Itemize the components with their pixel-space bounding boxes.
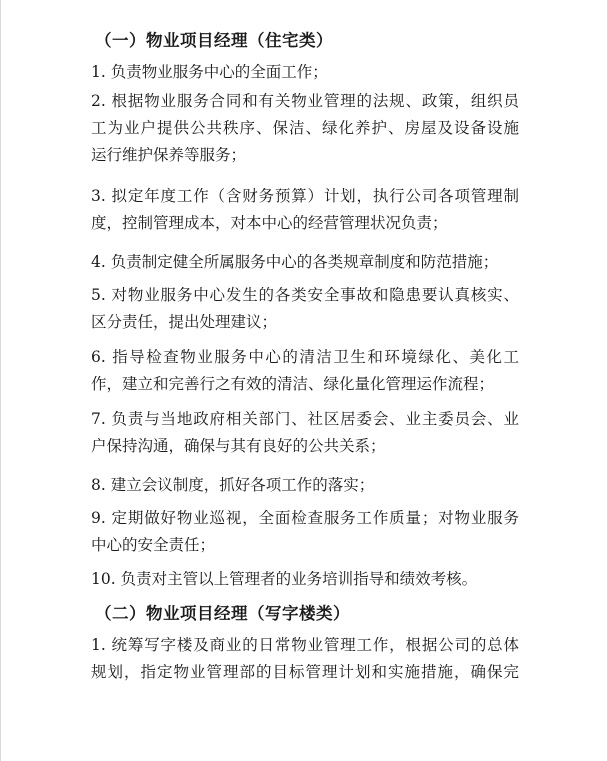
- text-line: 1. 负责物业服务中心的全面工作；: [91, 63, 328, 81]
- section-1-item-10: [91, 566, 519, 593]
- section-1-item-4: [91, 249, 519, 276]
- text-line: 6. 指导检查物业服务中心的清洁卫生和环境绿化、美化工: [91, 348, 519, 366]
- text-line: 度，控制管理成本，对本中心的经营管理状况负责；: [91, 214, 448, 232]
- text-line: 5. 对物业服务中心发生的各类安全事故和隐患要认真核实、: [91, 286, 519, 304]
- section-2-item-1: [91, 632, 519, 686]
- text-line: 3. 拟定年度工作（含财务预算）计划，执行公司各项管理制: [91, 187, 519, 205]
- text-line: 4. 负责制定健全所属服务中心的各类规章制度和防范措施；: [91, 253, 499, 271]
- section-2-heading: （二）物业项目经理（写字楼类）: [95, 604, 350, 623]
- section-1-item-8: [91, 472, 519, 499]
- section-1-item-2: [91, 88, 519, 169]
- text-line: 8. 建立会议制度，抓好各项工作的落实；: [91, 476, 375, 494]
- section-1-item-5: [91, 282, 519, 336]
- section-1-heading: （一）物业项目经理（住宅类）: [95, 31, 333, 50]
- text-line: 7. 负责与当地政府相关部门、社区居委会、业主委员会、业: [91, 410, 519, 428]
- text-line: 中心的安全责任；: [91, 536, 216, 554]
- text-line: 作，建立和完善行之有效的清洁、绿化量化管理运作流程；: [91, 375, 495, 393]
- text-line: 规划，指定物业管理部的目标管理计划和实施措施，确保完: [91, 663, 519, 681]
- section-1-item-1: [91, 59, 519, 86]
- text-line: 工为业户提供公共秩序、保洁、绿化养护、房屋及设备设施: [91, 119, 519, 137]
- section-1-item-7: [91, 406, 519, 460]
- text-line: 9. 定期做好物业巡视，全面检查服务工作质量；对物业服务: [91, 509, 519, 527]
- section-1-item-3: [91, 183, 519, 237]
- text-line: 1. 统筹写字楼及商业的日常物业管理工作，根据公司的总体: [91, 636, 519, 654]
- text-line: 运行维护保养等服务；: [91, 146, 247, 164]
- text-line: 户保持沟通，确保与其有良好的公共关系；: [91, 437, 386, 455]
- section-1-item-6: [91, 344, 519, 398]
- section-1-item-9: [91, 505, 519, 559]
- text-line: 10. 负责对主管以上管理者的业务培训指导和绩效考核。: [91, 570, 478, 588]
- text-line: 区分责任，提出处理建议；: [91, 313, 278, 331]
- text-line: 2. 根据物业服务合同和有关物业管理的法规、政策，组织员: [91, 92, 519, 110]
